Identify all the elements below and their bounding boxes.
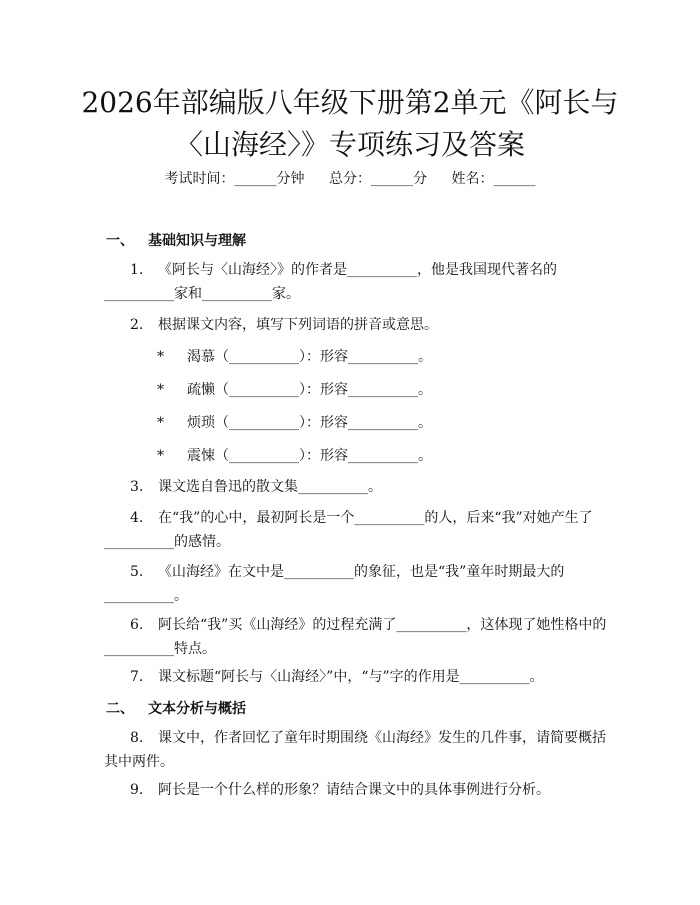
question-number: 7.: [130, 669, 144, 685]
list-item: [157, 444, 432, 468]
question-item: [104, 475, 609, 499]
question-number: 4.: [130, 510, 144, 526]
question-number: 6.: [130, 617, 144, 633]
bullet-mark: *: [157, 415, 164, 431]
list-item-text: 震悚（__________）：形容__________。: [187, 448, 432, 464]
list-item: [157, 411, 432, 435]
exam-time: 考试时间：______分钟: [164, 171, 305, 187]
document-title: [60, 82, 640, 166]
section-heading: [106, 698, 246, 718]
question-text: 课文标题“阿长与〈山海经〉”中，“与”字的作用是__________。: [158, 669, 544, 685]
question-number: 1.: [130, 262, 144, 278]
question-item: [104, 560, 609, 608]
bullet-mark: *: [157, 349, 164, 365]
exam-score: 总分：______分: [329, 171, 427, 187]
question-text: 阿长是一个什么样的形象？请结合课文中的具体事例进行分析。: [158, 782, 550, 798]
section-number: 一、: [106, 233, 134, 249]
question-text: 在“我”的心中，最初阿长是一个__________的人，后来“我”对她产生了__________的感情。: [104, 510, 593, 550]
question-number: 5.: [130, 564, 144, 580]
section-number: 二、: [106, 701, 134, 717]
section-title: 文本分析与概括: [148, 701, 246, 717]
question-text: 《山海经》在文中是__________的象征，也是“我”童年时期最大的__________。: [104, 564, 565, 604]
list-item: [157, 378, 432, 402]
question-number: 9.: [130, 782, 144, 798]
question-text: 课文选自鲁迅的散文集__________。: [158, 479, 382, 495]
question-text: 《阿长与〈山海经〉》的作者是__________，他是我国现代著名的__________家和__________家。: [104, 262, 557, 302]
section-heading: [106, 230, 246, 250]
list-item-text: 疏懒（__________）：形容__________。: [187, 382, 432, 398]
question-item: [104, 506, 609, 554]
list-item-text: 渴慕（__________）：形容__________。: [187, 349, 432, 365]
question-item: [104, 258, 609, 306]
list-item: [157, 345, 432, 369]
exam-meta: [0, 168, 700, 188]
question-number: 8.: [130, 730, 144, 746]
title-line-1: 2026年部编版八年级下册第2单元《阿长与: [81, 86, 619, 119]
student-name: 姓名：______: [451, 171, 536, 187]
section-title: 基础知识与理解: [148, 233, 246, 249]
title-line-2: 〈山海经〉》专项练习及答案: [174, 128, 525, 161]
question-item: [104, 313, 609, 337]
question-item: [104, 778, 609, 802]
question-number: 2.: [130, 317, 144, 333]
question-number: 3.: [130, 479, 144, 495]
bullet-mark: *: [157, 448, 164, 464]
question-item: [104, 613, 609, 661]
list-item-text: 烦琐（__________）：形容__________。: [187, 415, 432, 431]
question-text: 阿长给“我”买《山海经》的过程充满了__________，这体现了她性格中的__________特点。: [104, 617, 607, 657]
bullet-mark: *: [157, 382, 164, 398]
question-item: [104, 665, 609, 689]
question-text: 课文中，作者回忆了童年时期围绕《山海经》发生的几件事，请简要概括其中两件。: [104, 730, 606, 770]
question-item: [104, 726, 609, 774]
question-text: 根据课文内容，填写下列词语的拼音或意思。: [158, 317, 438, 333]
